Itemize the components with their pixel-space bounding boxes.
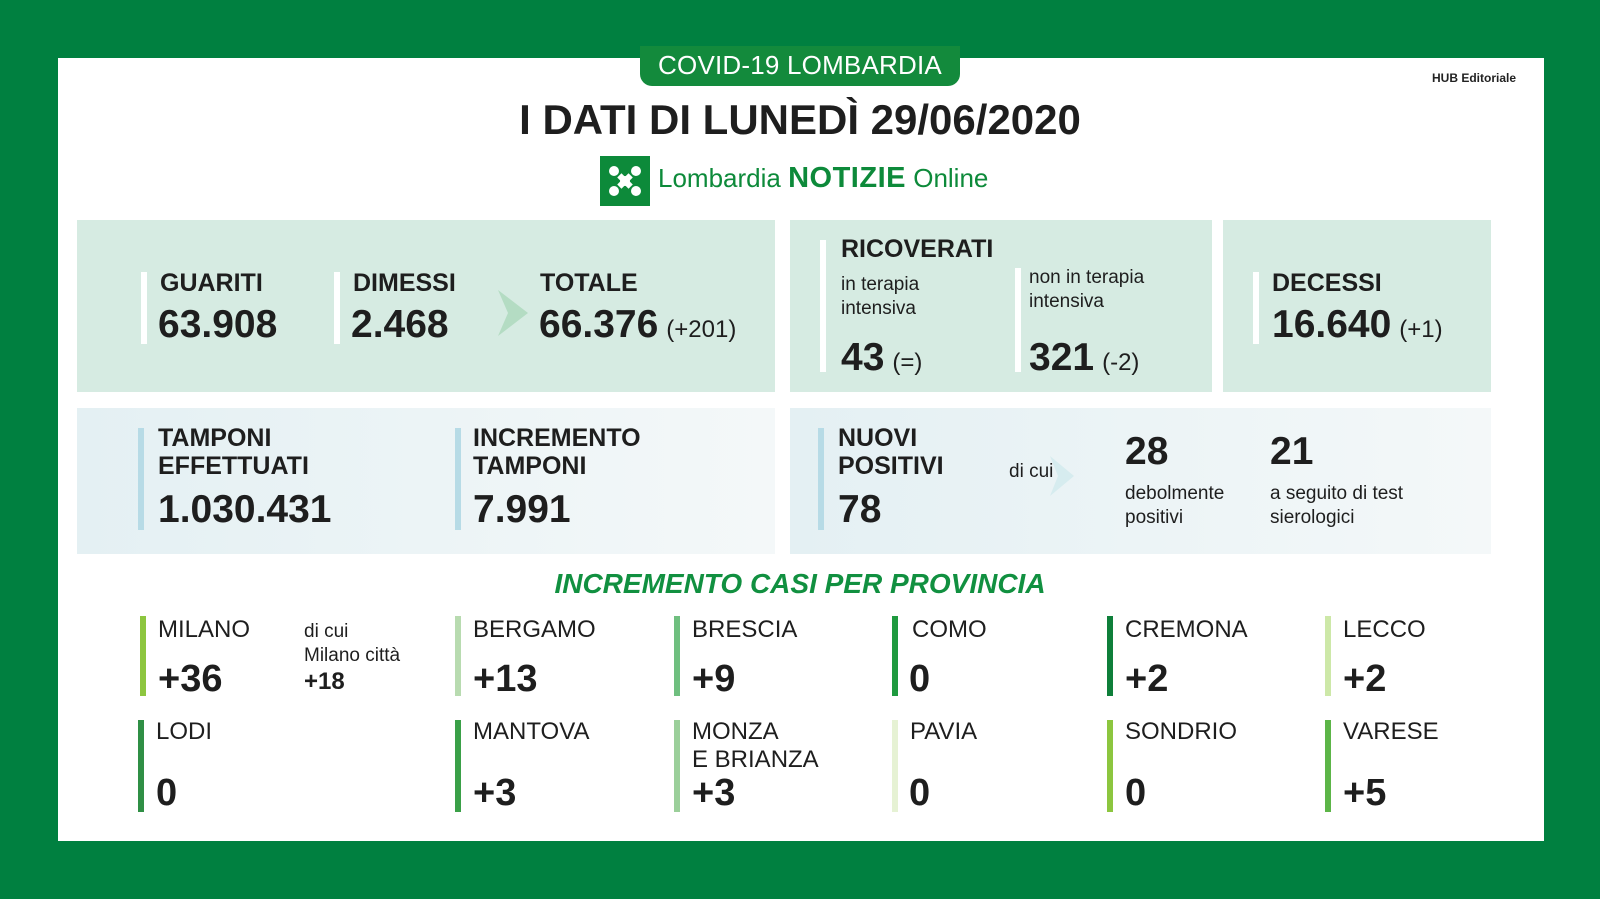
arrow-right-icon [1050,456,1074,501]
milano-note-line2: Milano città [304,645,401,666]
ricoverati-label: RICOVERATI [841,235,994,263]
province-section-title: INCREMENTO CASI PER PROVINCIA [554,568,1046,599]
decessi-value-row [1272,303,1443,347]
serologic-label-2: sierologici [1270,507,1355,528]
guariti-label: GUARITI [160,269,263,297]
nti-bar [1015,268,1021,372]
totale-delta: (+201) [666,316,737,343]
weak-positive-label-1: debolmente [1125,483,1225,504]
province-name-milano: MILANO [158,616,251,643]
province-bar-pavia [892,720,898,812]
weak-positive-label-2: positivi [1125,507,1184,528]
province-name-lodi: LODI [156,718,213,745]
guariti-value: 63.908 [158,303,278,346]
milano-note-line1: di cui [304,621,349,642]
di-cui-label: di cui [1009,461,1054,482]
province-name-bergamo: BERGAMO [473,616,596,643]
province-value-lecco: +2 [1343,658,1387,700]
province-bar-milano [140,616,146,696]
ti-label-1: in terapia [841,274,920,295]
ricoverati-bar [820,240,826,372]
tamponi-value: 1.030.431 [158,488,332,531]
serologic-label-1: a seguito di test [1270,483,1404,504]
serologic-value: 21 [1270,430,1314,473]
province-bar-brescia [674,616,680,696]
lombardia-rose-icon [600,156,650,206]
province-name-brescia: BRESCIA [692,616,798,643]
positivi-value: 78 [838,488,882,531]
province-bar-bergamo [455,616,461,696]
province-value-bergamo: +13 [473,658,538,700]
tamponi-bar [138,428,144,530]
weak-positive-value: 28 [1125,430,1169,473]
dimessi-bar [334,272,340,344]
page-title: I DATI DI LUNEDÌ 29/06/2020 [519,96,1081,143]
milano-note-line3: +18 [304,668,345,695]
nti-label-2: intensiva [1029,291,1104,312]
positivi-label-1: NUOVI [838,424,918,452]
decessi-bar [1253,272,1259,344]
province-name-monza-2: E BRIANZA [692,746,819,773]
province-bar-varese [1325,720,1331,812]
brand-right: Online [913,163,989,193]
guariti-bar [141,272,147,344]
totale-value-row [539,303,736,347]
incremento-value: 7.991 [473,488,571,531]
province-value-monza: +3 [692,772,736,814]
province-name-mantova: MANTOVA [473,718,590,745]
province-bar-mantova [455,720,461,812]
province-value-pavia: 0 [909,772,931,814]
province-bar-sondrio [1107,720,1113,812]
province-name-pavia: PAVIA [910,718,978,745]
province-name-sondrio: SONDRIO [1125,718,1238,745]
province-bar-lecco [1325,616,1331,696]
ti-value-row [841,336,922,380]
province-value-milano: +36 [158,658,223,700]
nti-label-1: non in terapia [1029,267,1145,288]
decessi-label: DECESSI [1272,269,1382,297]
province-name-varese: VARESE [1343,718,1439,745]
ti-value: 43 [841,336,885,379]
province-name-cremona: CREMONA [1125,616,1248,643]
province-value-mantova: +3 [473,772,517,814]
ti-label-2: intensiva [841,298,916,319]
totale-value: 66.376 [539,303,659,346]
incremento-label-1: INCREMENTO [473,424,641,452]
decessi-delta: (+1) [1399,316,1443,343]
ti-delta: (=) [892,349,923,376]
province-value-sondrio: 0 [1125,772,1147,814]
brand-left: Lombardia [658,163,781,193]
brand-logo-text [658,162,988,195]
province-value-brescia: +9 [692,658,736,700]
hub-editoriale-label: HUB Editoriale [1432,71,1517,85]
province-bar-lodi [138,720,144,812]
banner-title: COVID-19 LOMBARDIA [640,46,960,86]
arrow-right-icon [498,290,528,341]
province-value-cremona: +2 [1125,658,1169,700]
province-bar-monza [674,720,680,812]
positivi-bar [818,428,824,530]
province-value-varese: +5 [1343,772,1387,814]
nti-delta: (-2) [1102,349,1140,376]
province-value-lodi: 0 [156,772,178,814]
incremento-label-2: TAMPONI [473,452,587,480]
brand-bold: NOTIZIE [788,162,906,194]
province-bar-cremona [1107,616,1113,696]
tamponi-label-1: TAMPONI [158,424,272,452]
totale-label: TOTALE [540,269,638,297]
dimessi-label: DIMESSI [353,269,456,297]
province-value-como: 0 [909,658,931,700]
incremento-bar [455,428,461,530]
decessi-value: 16.640 [1272,303,1392,346]
positivi-label-2: POSITIVI [838,452,944,480]
nti-value-row [1029,336,1139,380]
province-name-lecco: LECCO [1343,616,1426,643]
province-name-como: COMO [912,616,987,643]
province-name-monza-1: MONZA [692,718,779,745]
nti-value: 321 [1029,336,1095,379]
dimessi-value: 2.468 [351,303,449,346]
tamponi-label-2: EFFETTUATI [158,452,309,480]
province-bar-como [892,616,898,696]
